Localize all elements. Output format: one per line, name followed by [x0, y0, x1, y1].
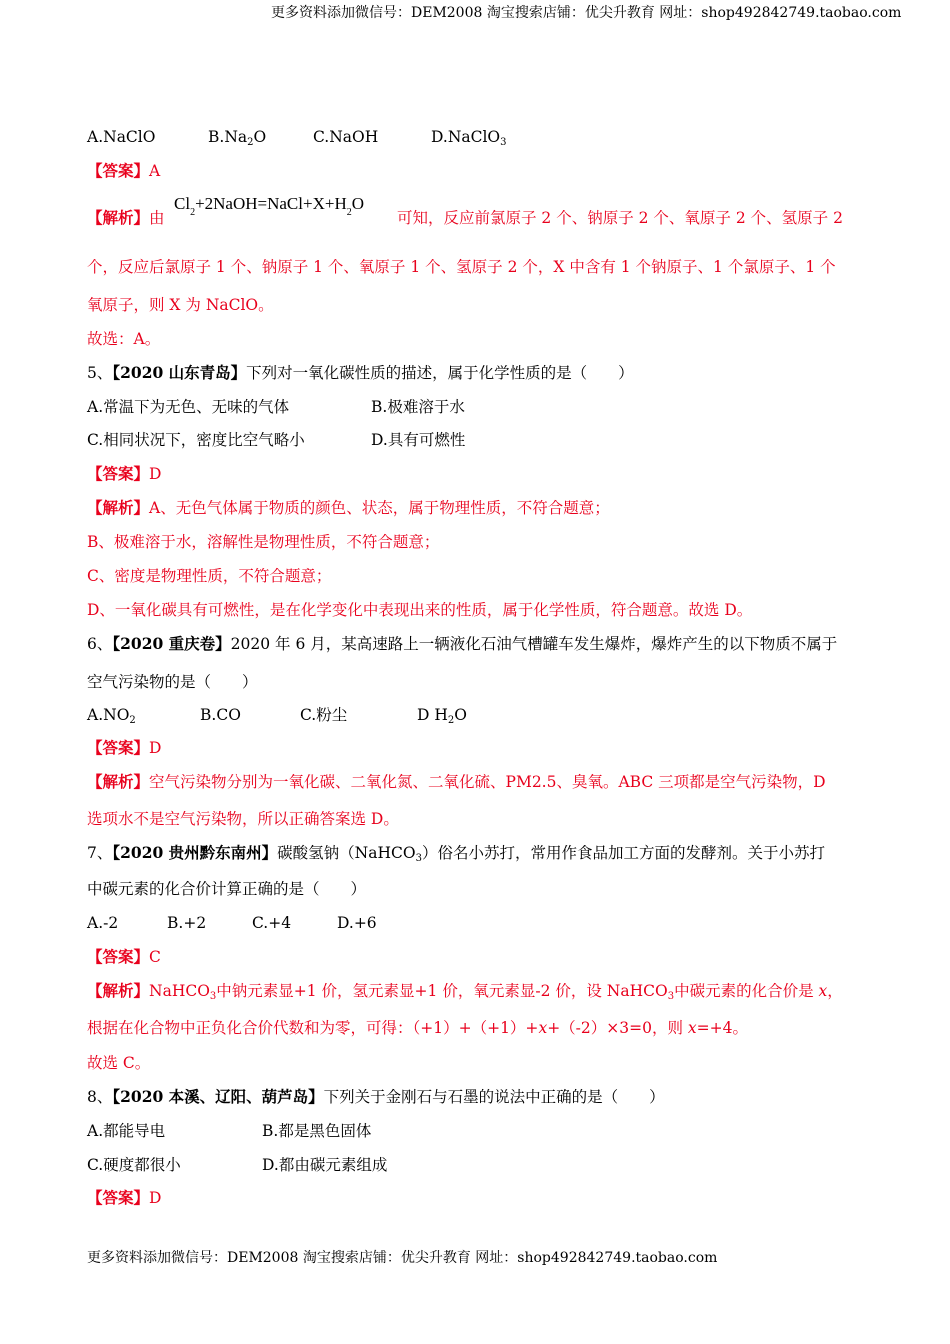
q6-answer: 【答案】D: [87, 738, 162, 757]
q8-stem: 8、【2020 本溪、辽阳、葫芦岛】下列关于金刚石与石墨的说法中正确的是（ ）: [87, 1087, 665, 1106]
q4-analysis-line3: 氧原子，则 X 为 NaClO。: [87, 296, 274, 314]
q8-option-b: B.都是黑色固体: [262, 1122, 372, 1140]
q5-analysis-d: D、一氧化碳具有可燃性，是在化学变化中表现出来的性质，属于化学性质，符合题意。故选 D。: [87, 601, 753, 619]
q5-option-d: D.具有可燃性: [371, 431, 466, 449]
q8-option-c: C.硬度都很小: [87, 1156, 181, 1174]
q7-stem-line1: 7、【2020 贵州黔东南州】碳酸氢钠（NaHCO$_3$）俗名小苏打，常用作食品加工方面的发酵剂。关于小苏打: [87, 843, 825, 864]
q6-stem-line1: 6、【2020 重庆卷】2020 年 6 月，某高速路上一辆液化石油气槽罐车发生爆炸，爆炸产生的以下物质不属于: [87, 634, 838, 653]
q7-option-a: A.-2: [87, 914, 119, 932]
q7-option-c: C.+4: [252, 914, 292, 932]
q8-answer: 【答案】D: [87, 1188, 162, 1207]
q7-answer: 【答案】C: [87, 947, 161, 966]
page-footer: 更多资料添加微信号：DEM2008 淘宝搜索店铺：优尖升教育 网址：shop492842749.taobao.com: [87, 1250, 718, 1266]
q5-analysis-b: B、极难溶于水，溶解性是物理性质，不符合题意；: [87, 533, 440, 551]
q4-analysis-line2: 个，反应后氯原子 1 个、钠原子 1 个、氧原子 1 个、氢原子 2 个，X 中含有 1 个钠原子、1 个氯原子、1 个: [87, 258, 836, 276]
q4-option-d: D.NaClO$_3$: [431, 128, 507, 148]
q6-stem-line2: 空气污染物的是（ ）: [87, 673, 258, 691]
q5-analysis-c: C、密度是物理性质，不符合题意；: [87, 567, 332, 585]
page-header: 更多资料添加微信号：DEM2008 淘宝搜索店铺：优尖升教育 网址：shop492842749.taobao.com: [271, 5, 902, 21]
q7-conclusion: 故选 C。: [87, 1054, 151, 1072]
q4-answer: 【答案】A: [87, 161, 161, 180]
q7-option-b: B.+2: [167, 914, 207, 932]
q6-analysis-line1: 【解析】空气污染物分别为一氧化碳、二氧化氮、二氧化硫、PM2.5、臭氧。ABC 三项都是空气污染物，D: [87, 772, 826, 791]
q7-stem-line2: 中碳元素的化合价计算正确的是（ ）: [87, 880, 367, 898]
q7-analysis-line2: 根据在化合物中正负化合价代数和为零，可得：（+1）+（+1）+x+（-2）×3=0，则 x=+4。: [87, 1019, 748, 1037]
q5-option-b: B.极难溶于水: [371, 398, 465, 416]
q6-option-a: $A.NO_2$: [87, 706, 136, 726]
q7-analysis-line1: 【解析】NaHCO$_3$中钠元素显+1 价，氢元素显+1 价，氧元素显-2 价，设 NaHCO$_3$中碳元素的化合价是 x，: [87, 981, 843, 1002]
q5-answer: 【答案】D: [87, 464, 162, 483]
q4-option-a: A.NaClO: [87, 128, 156, 146]
q5-option-a: A.常温下为无色、无味的气体: [87, 398, 290, 416]
q4-analysis-text1: 可知，反应前氯原子 2 个、钠原子 2 个、氧原子 2 个、氢原子 2: [397, 209, 843, 227]
q4-option-b: $B.Na_2O$: [208, 128, 267, 148]
q5-analysis-a: 【解析】A、无色气体属于物质的颜色、状态，属于物理性质，不符合题意；: [87, 498, 610, 517]
q6-analysis-line2: 选项水不是空气污染物，所以正确答案选 D。: [87, 810, 399, 828]
q7-option-d: D.+6: [337, 914, 377, 932]
q6-option-d: D $H_2O$: [417, 706, 467, 726]
q5-stem: 5、【2020 山东青岛】下列对一氧化碳性质的描述，属于化学性质的是（ ）: [87, 363, 634, 382]
q5-option-c: C.相同状况下，密度比空气略小: [87, 431, 305, 449]
q4-equation: $Cl_2+2NaOH=NaCl+X+H_2O$: [174, 194, 365, 218]
q6-option-b: B.CO: [200, 706, 241, 724]
q8-option-d: D.都由碳元素组成: [262, 1156, 388, 1174]
q4-option-c: C.NaOH: [313, 128, 379, 146]
q6-option-c: C.粉尘: [300, 706, 348, 724]
q8-option-a: A.都能导电: [87, 1122, 166, 1140]
q4-conclusion: 故选：A。: [87, 330, 161, 348]
q4-analysis-line1: 【解析】由: [87, 208, 165, 227]
